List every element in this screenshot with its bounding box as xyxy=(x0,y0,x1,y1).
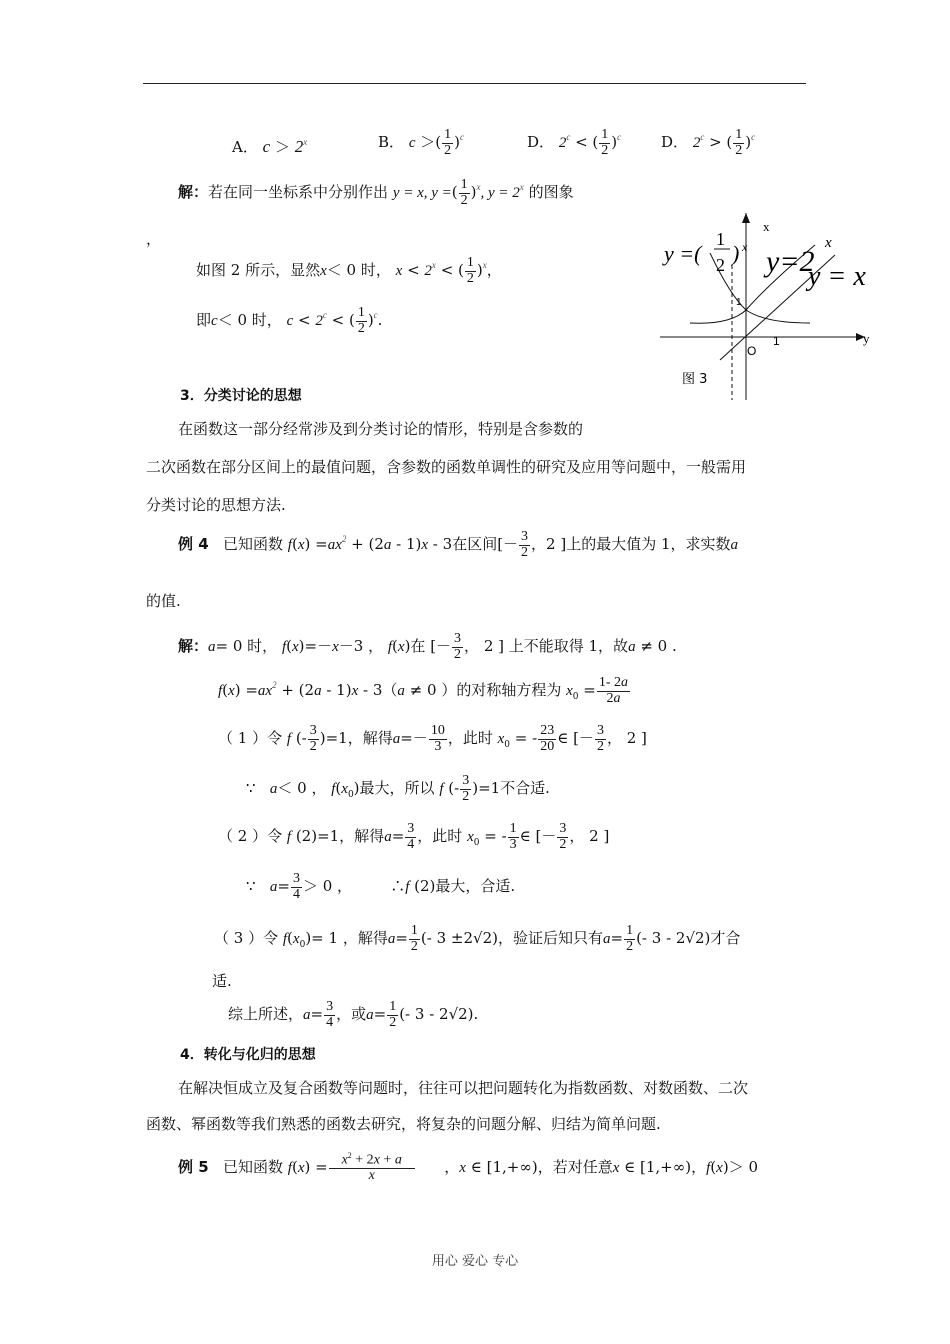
text: ，若对任意 xyxy=(537,1158,613,1177)
math-fraction: $\frac{1}{2}$ xyxy=(735,127,743,158)
section3-para3: 分类讨论的思想方法. xyxy=(146,496,286,514)
math-fraction: $\frac{10}{3}$ xyxy=(430,723,445,754)
curve3-label-part: y = x xyxy=(808,261,866,292)
curve1-label-part: ) xyxy=(732,241,740,266)
text: 已知函数 xyxy=(222,1158,283,1177)
text: 最大，所以 xyxy=(359,779,435,798)
text: 综上所述， xyxy=(228,1005,304,1024)
section4-para2: 函数、幂函数等我们熟悉的函数去研究，将复杂的问题分解、归结为简单问题. xyxy=(146,1115,661,1133)
text: （ 2 ）令 xyxy=(218,827,283,846)
section4-title: 4．转化与化归的思想 xyxy=(180,1047,316,1063)
label-x-axis-top: x xyxy=(763,219,770,234)
text: ＜ 0 时， xyxy=(217,311,282,330)
label-y-axis-right: y xyxy=(863,331,870,346)
math-fraction: $\frac{23}{20}$ xyxy=(540,723,555,754)
example5-label: 例 5 xyxy=(178,1158,209,1177)
math: c xyxy=(262,137,271,156)
section3-title: 3．分类讨论的思想 xyxy=(180,388,302,404)
text: =1，解得 xyxy=(325,729,393,748)
option-b-label: B． xyxy=(378,133,405,152)
case2-line1: （ 2 ）令 f (2)=1，解得a= $\frac{3}{4}$ ，此时 $x_0$ = - $\frac{1}{3}$ ∈ [－ $\frac{3}{2}$ ， 2 ] xyxy=(218,821,610,852)
case2-line2: ∵ a= $\frac{3}{4}$ ＞ 0 ， ∴f (2)最大，合适. xyxy=(246,871,516,902)
text: ， 2 ] 上不能取得 1，故 xyxy=(464,637,629,656)
math-fraction: $\frac{x^2 + 2x + a}{x}$ xyxy=(329,1152,415,1184)
text: ＞ 0 ， xyxy=(302,877,353,896)
math-fraction: $\frac{1}{3}$ xyxy=(509,821,517,852)
header-rule xyxy=(143,83,806,84)
math-fraction: $\frac{1}{2}$ xyxy=(466,255,474,286)
math-fraction: $\frac{3}{2}$ xyxy=(462,773,470,804)
math: y = x, y = xyxy=(392,185,452,202)
text: 的对称轴方程为 xyxy=(456,681,562,700)
text: （ 3 ）令 xyxy=(214,929,279,948)
math-fraction: $\frac{3}{4}$ xyxy=(326,999,334,1030)
label-one: 1 xyxy=(773,334,780,348)
math-fraction: $\frac{3}{4}$ xyxy=(292,871,300,902)
option-b: B． c ＞( $\frac{1}{2}$ )$^c$ xyxy=(378,127,464,158)
text: 如图 2 所示，显然 xyxy=(196,261,321,280)
math-fraction: $\frac{3}{2}$ xyxy=(309,723,317,754)
solution-label: 解： xyxy=(178,183,209,202)
option-a: A． $c > 2^x$ xyxy=(232,137,308,156)
math: 2 xyxy=(692,135,701,152)
math-fraction: $\frac{1}{2}$ xyxy=(357,305,365,336)
text: . xyxy=(473,1005,479,1024)
math-fraction: $\frac{1}{2}$ xyxy=(460,177,468,208)
math-fraction: $\frac{3}{2}$ xyxy=(559,821,567,852)
example4-label: 例 4 xyxy=(178,535,209,554)
text: ∈ [－ xyxy=(557,729,594,748)
text: ，验证后知只有 xyxy=(497,929,603,948)
curve-labels xyxy=(662,229,866,292)
text: = 1 ，解得 xyxy=(311,929,388,948)
text: =1不合适. xyxy=(478,779,550,798)
example5-line: 例 5 已知函数 f(x) = $\frac{x^2 + 2x + a}{x}$ ，x ∈ [1,+∞)，若对任意x ∈ [1,+∞)，f(x)＞ 0 xyxy=(178,1151,758,1184)
text: ，2 ]上的最大值为 1，求实数 xyxy=(531,535,731,554)
math-fraction: $\frac{1}{2}$ xyxy=(601,127,609,158)
text: 的图象 xyxy=(528,183,574,202)
case3-line1: （ 3 ）令 $f(x_0)= 1$ ，解得a= $\frac{1}{2}$ (- 3 ±2√2)，验证后知只有a= $\frac{1}{2}$ (- 3 - 2√2)才合 xyxy=(214,923,741,954)
text: （ 1 ）令 xyxy=(218,729,283,748)
case1-line1: （ 1 ）令 f (- $\frac{3}{2}$ )=1，解得a=－ $\frac{10}{3}$ ，此时 $x_0$ = - $\frac{23}{20}$ ∈ [－ $\frac{3}{2}$ ， 2 ] xyxy=(218,723,647,754)
text: = 0 时， xyxy=(215,637,278,656)
text: 的值. xyxy=(146,592,181,610)
axis-arrow-up xyxy=(742,213,750,223)
math: c xyxy=(408,135,416,152)
option-d2: D． $2^c$ > ( $\frac{1}{2}$ )$^c$ xyxy=(661,127,756,158)
page-footer: 用心 爱心 专心 xyxy=(431,1254,519,1269)
text: 在区间[－ xyxy=(452,535,519,554)
curve1-label-part: y =( xyxy=(664,241,702,266)
text: 最大，合适. xyxy=(435,877,516,896)
section3-para2: 二次函数在部分区间上的最值问题，含参数的函数单调性的研究及应用等问题中，一般需用 xyxy=(146,458,747,476)
solution1-line2: 如图 2 所示，显然x＜ 0 时， $x < 2^x$ < ( $\frac{1}{2}$ )$^x$， xyxy=(196,255,502,286)
text: ＞ 0 xyxy=(728,1158,758,1177)
text: ， 2 ] xyxy=(606,729,647,748)
solution4-line1: 解：a= 0 时， f(x)=－x－3 ， f(x)在 [－ $\frac{3}{2}$ ， 2 ] 上不能取得 1，故a ≠ 0 . xyxy=(178,631,677,662)
solution1-line3: 即c＜ 0 时， $c < 2^c$ < ( $\frac{1}{2}$ )$^c$. xyxy=(196,305,383,336)
text: ，此时 xyxy=(447,729,493,748)
summary-line: 综上所述，a= $\frac{3}{4}$ ，或a= $\frac{1}{2}$ (- 3 - 2√2). xyxy=(228,999,479,1030)
math-fraction: $\frac{1}{2}$ xyxy=(410,923,418,954)
text: 适. xyxy=(212,972,232,990)
text: ∴ xyxy=(390,877,406,896)
section3-para1: 在函数这一部分经常涉及到分类讨论的情形，特别是含参数的 xyxy=(178,420,584,438)
curve2-label-part: x xyxy=(825,235,832,251)
curve1-label-part: 2 xyxy=(716,255,725,275)
option-a-label: A． xyxy=(232,138,258,156)
math-fraction: $\frac{3}{2}$ xyxy=(521,529,529,560)
function-graph-figure xyxy=(660,205,880,405)
math-fraction: $\frac{1}{2}$ xyxy=(389,999,397,1030)
text: 已知函数 xyxy=(222,535,283,554)
text: ， xyxy=(691,1158,707,1177)
option-d2-label: D． xyxy=(661,133,689,152)
text: 才合 xyxy=(710,929,741,948)
text: ∈ [－ xyxy=(519,827,557,846)
text: ∵ xyxy=(246,877,256,896)
text: =1，解得 xyxy=(317,827,385,846)
text: ，此时 xyxy=(417,827,463,846)
figure-caption: 图 3 xyxy=(682,372,708,387)
text: 即 xyxy=(196,311,212,330)
case1-line2: ∵ a＜ 0 ， $f(x_0)$最大，所以 f (- $\frac{3}{2}$ )=1不合适. xyxy=(246,773,550,804)
example4-line1: 例 4 已知函数 $f(x) =ax^2 + (2a - 1)x - 3$在区间[－ $\frac{3}{2}$ ，2 ]上的最大值为 1，求实数a xyxy=(178,529,739,560)
text: 若在同一坐标系中分别作出 xyxy=(208,183,389,202)
math-fraction: $\frac{1- 2a}{2a}$ xyxy=(598,675,629,706)
curve1-label-part: 1 xyxy=(716,229,725,249)
math: 2 xyxy=(558,135,567,152)
math-fraction: $\frac{3}{4}$ xyxy=(407,821,415,852)
label-origin: O xyxy=(747,344,757,358)
math-fraction: $\frac{1}{2}$ xyxy=(626,923,634,954)
text: 在 [－ xyxy=(410,637,452,656)
math-fraction: $\frac{1}{2}$ xyxy=(444,127,452,158)
math-fraction: $\frac{3}{2}$ xyxy=(596,723,604,754)
math-fraction: $\frac{3}{2}$ xyxy=(454,631,462,662)
math: 2 xyxy=(294,137,304,156)
option-d1-label: D． xyxy=(527,133,555,152)
text: ， 2 ] xyxy=(569,827,610,846)
text: =－ xyxy=(304,637,333,656)
text: ，或 xyxy=(336,1005,367,1024)
text: －3 ， xyxy=(338,637,384,656)
solution4-line2: $f(x) =ax^2 + (2a - 1)x - 3(a \ne 0$ ）的对称轴方程为 $x_0$ = $\frac{1- 2a}{2a}$ xyxy=(218,675,629,706)
text: ＜ 0 时， xyxy=(326,261,391,280)
text: ＜ 0 ， xyxy=(277,779,327,798)
solution1-line1: 解：若在同一坐标系中分别作出 y = x, y =( $\frac{1}{2}$ )$^x$, $y = 2^x$ 的图象 xyxy=(178,177,574,208)
curve1-label-part: x xyxy=(742,240,748,254)
curve2-label-part: y=2 xyxy=(766,245,815,278)
section4-para1: 在解决恒成立及复合函数等问题时，往往可以把问题转化为指数函数、对数函数、二次 xyxy=(178,1079,749,1097)
solution-label: 解： xyxy=(178,637,209,656)
label-one-y: 1 xyxy=(736,297,742,308)
text: =－ xyxy=(400,729,428,748)
option-d1: D． $2^c$ < ( $\frac{1}{2}$ )$^c$ xyxy=(527,127,622,158)
text: ， xyxy=(146,230,162,248)
text: ∵ xyxy=(246,779,256,798)
